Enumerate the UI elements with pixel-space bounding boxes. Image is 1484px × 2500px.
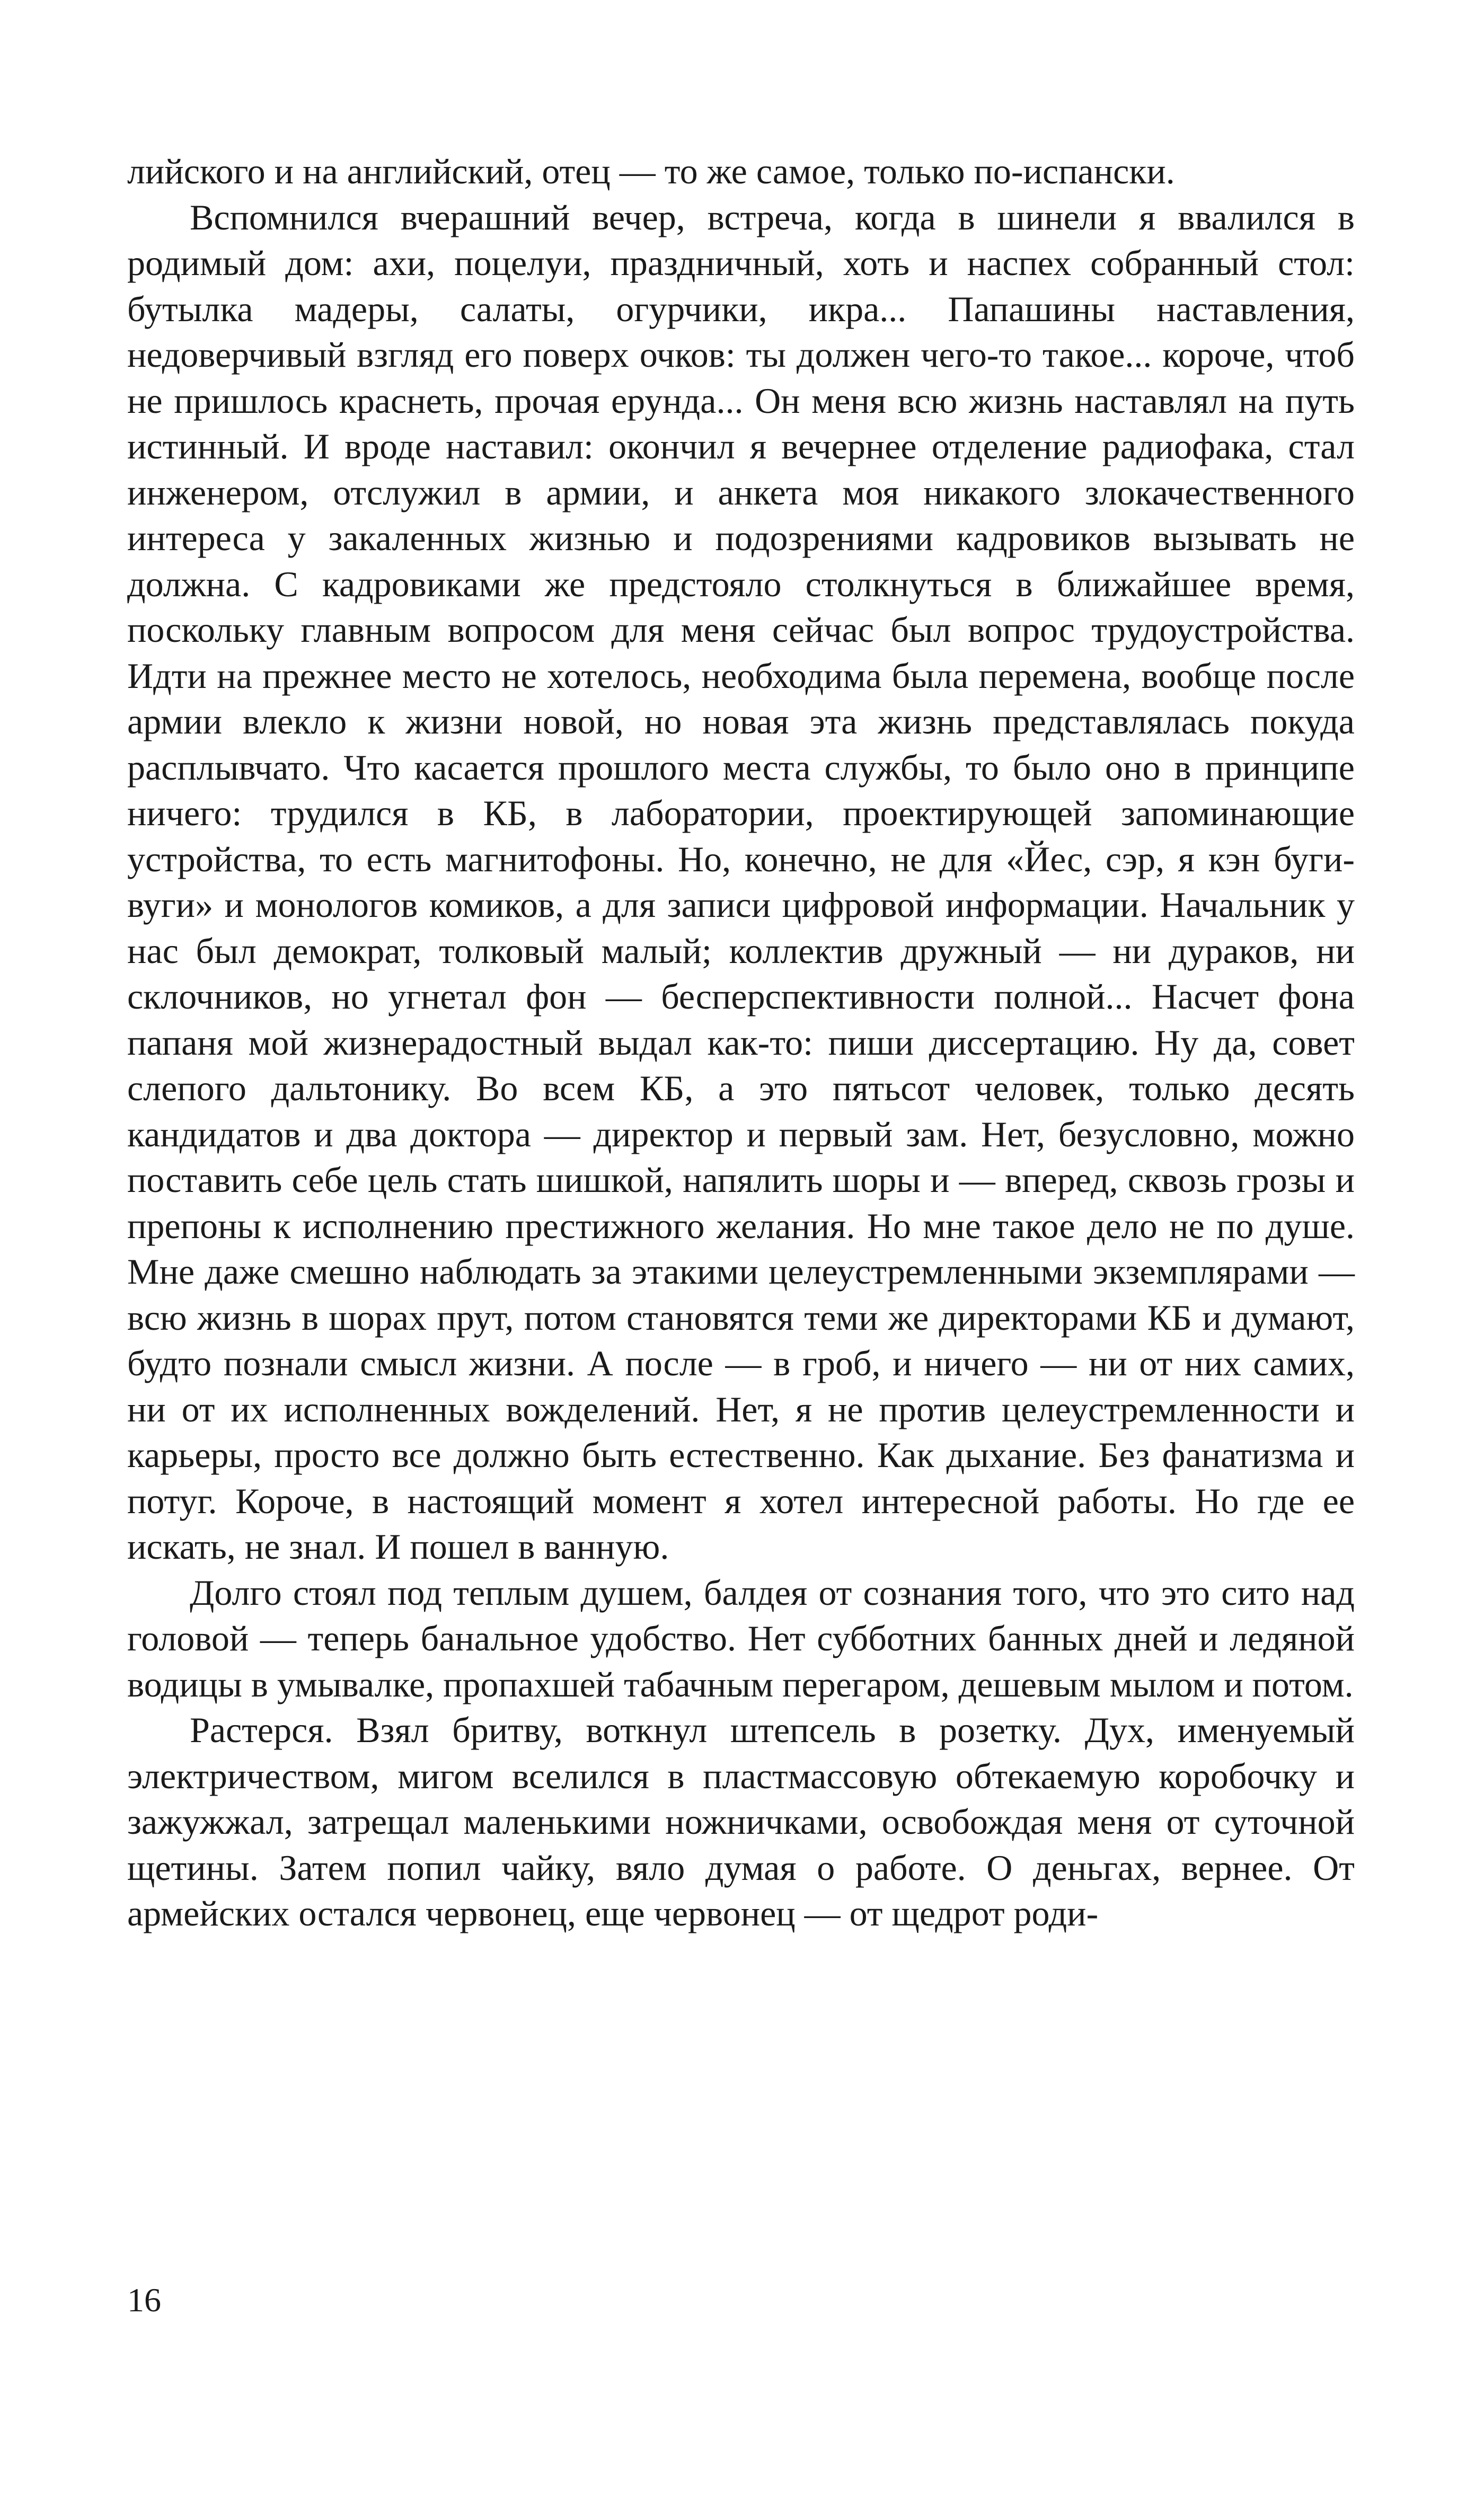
- page-number: 16: [127, 2281, 161, 2319]
- paragraph: Долго стоял под теплым душем, балдея от сознания того, что это сито над головой — теперь банальное удобство. Нет субботних банных дней и ледяной водицы в умывалке, пропахшей табачным перегаром, дешевым мылом и потом.: [127, 1572, 1355, 1704]
- body-text: [127, 148, 1355, 1937]
- paragraph: Растерся. Взял бритву, воткнул штепсель в розетку. Дух, именуемый электричеством, мигом вселился в пластмассовую обтекаемую коробочку и зажужжал, затрещал маленькими ножничками, освобождая меня от суточной щетины. Затем попил чайку, вяло думая о работе. О деньгах, вернее. От армейских остался червонец, еще червонец — от щедрот роди-: [127, 1710, 1355, 1933]
- paragraph: Вспомнился вчерашний вечер, встреча, когда в шинели я ввалился в родимый дом: ахи, поцелуи, праздничный, хоть и наспех собранный стол: бутылка мадеры, салаты, огурчики, икра... Папашины наставления, недоверчивый взгляд его поверх очков: ты должен чего-то такое... короче, чтоб не пришлось краснеть, прочая ерунда... Он меня всю жизнь наставлял на путь истинный. И вроде наставил: окончил я вечернее отделение радиофака, стал инженером, отслужил в армии, и анкета моя никакого злокачественного интереса у закаленных жизнью и подозрениями кадровиков вызывать не должна. С кадровиками же предстояло столкнуться в ближайшее время, поскольку главным вопросом для меня сейчас был вопрос трудоустройства. Идти на прежнее место не хотелось, необходима была перемена, вообще после армии влекло к жизни новой, но новая эта жизнь представлялась покуда расплывчато. Что касается прошлого места службы, то было оно в принципе ничего: трудился в КБ, в лаборатории, проектирующей запоминающие устройства, то есть магнитофоны. Но, конечно, не для «Йес, сэр, я кэн буги-вуги» и монологов комиков, а для записи цифровой информации. Начальник у нас был демократ, толковый малый; коллектив дружный — ни дураков, ни склочников, но угнетал фон — бесперспективности полной... Насчет фона папаня мой жизнерадостный выдал как-то: пиши диссертацию. Ну да, совет слепого дальтонику. Во всем КБ, а это пятьсот человек, только десять кандидатов и два доктора — директор и первый зам. Нет, безусловно, можно поставить себе цель стать шишкой, напялить шоры и — вперед, сквозь грозы и препоны к исполнению престижного желания. Но мне такое дело не по душе. Мне даже смешно наблюдать за этакими целеустремленными экземплярами — всю жизнь в шорах прут, потом становятся теми же директорами КБ и думают, будто познали смысл жизни. А после — в гроб, и ничего — ни от них самих, ни от их исполненных вожделений. Нет, я не против целеустремленности и карьеры, просто все должно быть естественно. Как дыхание. Без фанатизма и потуг. Короче, в настоящий момент я хотел интересной работы. Но где ее искать, не знал. И пошел в ванную.: [127, 197, 1355, 1567]
- paragraph-continuation: лийского и на английский, отец — то же самое, только по-испански.: [127, 151, 1175, 191]
